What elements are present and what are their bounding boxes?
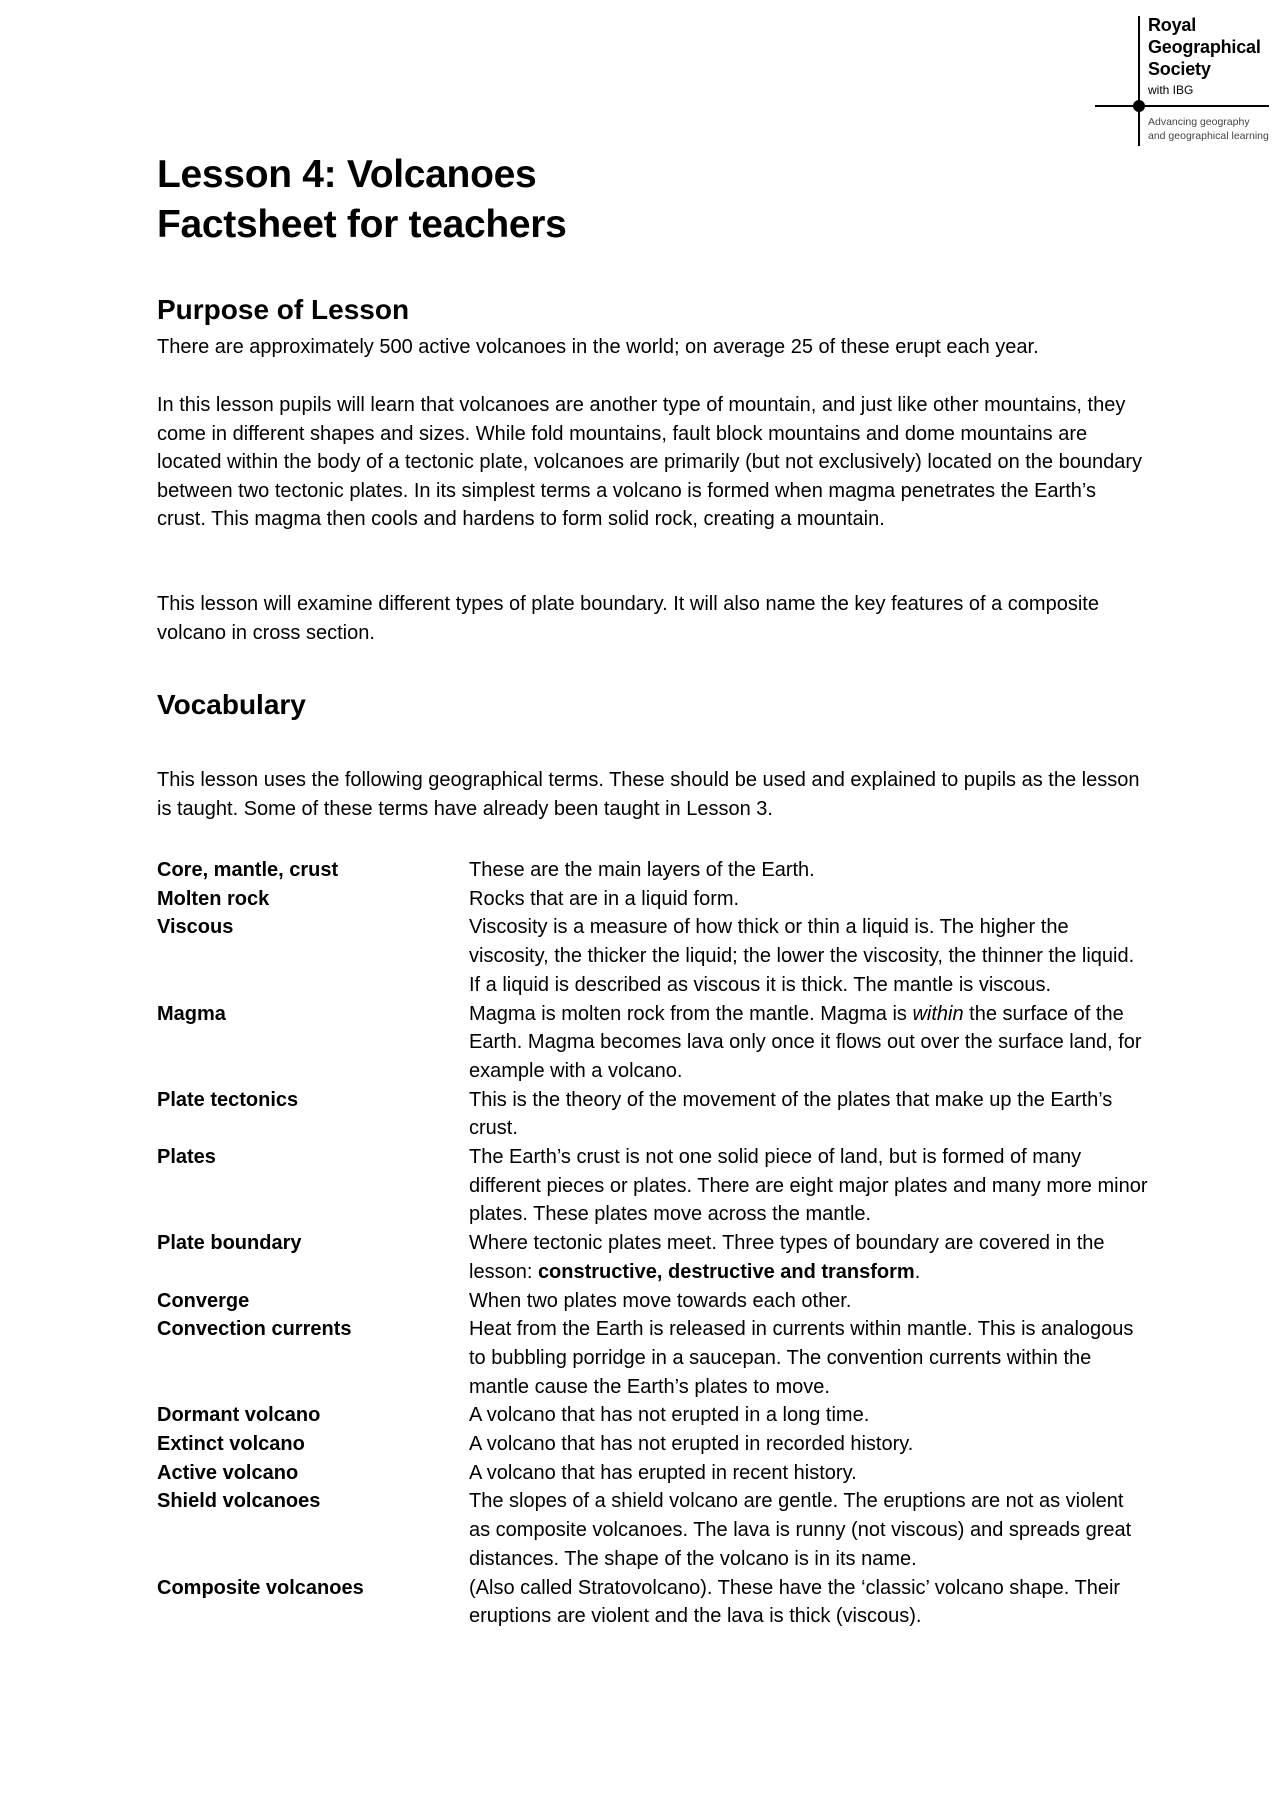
logo-tagline: [1148, 115, 1269, 143]
vocab-term: Dormant volcano: [157, 1404, 321, 1427]
vocab-definition-part: Magma is molten rock from the mantle. Magma is: [469, 1002, 913, 1025]
purpose-paragraph: In this lesson pupils will learn that volcanoes are another type of mountain, and just like other mountains, they come in different shapes and sizes. While fold mountains, fault block mountains and dome mountains are located within the body of a tectonic plate, volcanoes are primarily (but not exclusively) located on the boundary between two tectonic plates. In its simplest terms a volcano is formed when magma penetrates the Earth’s crust. This magma then cools and hardens to form solid rock, creating a mountain.: [157, 394, 1142, 530]
vocab-term: Convection currents: [157, 1318, 352, 1341]
vocab-row: [157, 1459, 1157, 1488]
logo-name-line: Society: [1148, 59, 1211, 79]
vocab-definition: Heat from the Earth is released in currents within mantle. This is analogous to bubbling porridge in a saucepan. The convention currents within the mantle cause the Earth’s plates to move.: [469, 1318, 1134, 1398]
purpose-paragraph: This lesson will examine different types of plate boundary. It will also name the key features of a composite volcano in cross section.: [157, 593, 1099, 644]
vocab-row: [157, 1287, 1157, 1316]
vocab-row: [157, 885, 1157, 914]
vocab-term: Composite volcanoes: [157, 1576, 364, 1599]
logo-name-line: Royal: [1148, 15, 1197, 35]
vocab-row: [157, 913, 1157, 999]
vocab-term: Viscous: [157, 916, 234, 939]
logo-name: [1148, 14, 1261, 80]
vocab-definition: A volcano that has not erupted in recorded history.: [469, 1433, 914, 1456]
vocab-definition: When two plates move towards each other.: [469, 1289, 852, 1312]
logo-tagline-line: Advancing geography: [1148, 116, 1250, 128]
vocab-definition: Viscosity is a measure of how thick or thin a liquid is. The higher the viscosity, the thicker the liquid; the lower the viscosity, the thinner the liquid. If a liquid is described as viscous it is thick. The mantle is viscous.: [469, 916, 1135, 996]
vocab-term: Active volcano: [157, 1461, 299, 1484]
logo-name-line: Geographical: [1148, 37, 1261, 57]
vocab-term: Extinct volcano: [157, 1433, 305, 1456]
vocab-term: Converge: [157, 1289, 250, 1312]
vocab-definition-part: .: [914, 1260, 921, 1283]
vocab-row: [157, 1430, 1157, 1459]
vocab-definition: (Also called Stratovolcano). These have the ‘classic’ volcano shape. Their eruptions are violent and the lava is thick (viscous).: [469, 1576, 1121, 1628]
logo-with-ibg: with IBG: [1148, 83, 1194, 97]
vocab-definition-strong: constructive, destructive and transform: [537, 1260, 915, 1283]
vocab-term: Plates: [157, 1146, 216, 1169]
vocab-term: Core, mantle, crust: [157, 859, 339, 881]
vocab-definition: [469, 1000, 1149, 1086]
vocab-definition: The Earth’s crust is not one solid piece of land, but is formed of many different pieces or plates. There are eight major plates and many more minor plates. These plates move across the mantle.: [469, 1146, 1148, 1226]
logo-dot: [1133, 100, 1145, 112]
vocab-row: [157, 1487, 1157, 1573]
vocab-row: [157, 856, 1157, 885]
vocab-definition-emphasis: within: [912, 1002, 964, 1025]
vocab-definition: This is the theory of the movement of the plates that make up the Earth’s crust.: [469, 1088, 1113, 1140]
vocabulary-heading: Vocabulary: [157, 689, 306, 720]
logo-tagline-line: and geographical learning: [1148, 130, 1269, 142]
vocabulary-intro: This lesson uses the following geographical terms. These should be used and explained to pupils as the lesson is taught. Some of these terms have already been taught in Lesson 3.: [157, 769, 1140, 820]
vocab-term: Shield volcanoes: [157, 1490, 321, 1513]
vocab-definition: [469, 1229, 1149, 1286]
vocab-term: Molten rock: [157, 887, 270, 910]
page-content: [157, 150, 1157, 1628]
vocab-term: Plate boundary: [157, 1232, 302, 1255]
vocab-definition: These are the main layers of the Earth.: [469, 859, 815, 881]
vocab-row: [157, 1315, 1157, 1401]
vocab-definition-part: the surface of the Earth. Magma becomes lava only once it flows out over the surface land, for example with a volcano.: [469, 1002, 1142, 1082]
vocab-definition: A volcano that has erupted in recent history.: [469, 1461, 857, 1484]
vocab-term: Magma: [157, 1002, 226, 1025]
vocab-row: [157, 1401, 1157, 1430]
purpose-heading: Purpose of Lesson: [157, 294, 410, 325]
title-line-2: Factsheet for teachers: [157, 203, 567, 246]
title-line-1: Lesson 4: Volcanoes: [157, 153, 537, 196]
vocab-definition: A volcano that has not erupted in a long time.: [469, 1404, 870, 1427]
vocabulary-list: [157, 856, 1157, 1631]
logo-horizontal-rule: [1095, 105, 1269, 107]
vocab-term: Plate tectonics: [157, 1088, 299, 1111]
vocab-row: [157, 1229, 1157, 1286]
vocab-definition: The slopes of a shield volcano are gentle. The eruptions are not as violent as composite volcanoes. The lava is runny (not viscous) and spreads great distances. The shape of the volcano is in its name.: [469, 1490, 1132, 1570]
rgs-logo: [1095, 10, 1275, 145]
vocab-definition-part: Where tectonic plates meet. Three types of boundary are covered in the lesson:: [469, 1232, 1105, 1283]
vocab-row: [157, 1086, 1157, 1143]
logo-vertical-rule: [1138, 16, 1140, 146]
vocab-row: [157, 1574, 1157, 1631]
purpose-paragraph: There are approximately 500 active volcanoes in the world; on average 25 of these erupt each year.: [157, 336, 1039, 358]
page-title: [157, 150, 1157, 250]
vocab-row: [157, 1000, 1157, 1086]
vocab-definition: Rocks that are in a liquid form.: [469, 887, 740, 910]
vocab-row: [157, 1143, 1157, 1229]
